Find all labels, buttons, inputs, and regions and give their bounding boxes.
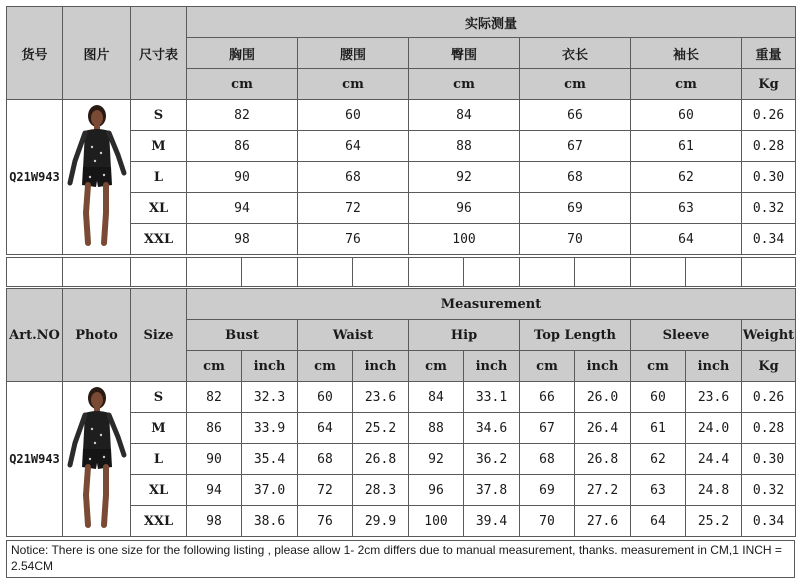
sleeve-cm: 62 xyxy=(631,444,686,475)
hip-cm: 96 xyxy=(409,193,520,224)
header-size-chart: 尺寸表 xyxy=(131,7,187,100)
bust-cm: 86 xyxy=(187,131,298,162)
bust-inch: 33.9 xyxy=(242,413,298,444)
unit-sleeve-inch: inch xyxy=(686,351,742,382)
weight-kg: 0.28 xyxy=(742,131,796,162)
waist-cm: 60 xyxy=(298,100,409,131)
weight-kg: 0.32 xyxy=(742,475,796,506)
hip-cm: 100 xyxy=(409,506,464,537)
hip-cm: 96 xyxy=(409,475,464,506)
unit-hip: cm xyxy=(409,69,520,100)
header-waist: Waist xyxy=(298,320,409,351)
size-label: S xyxy=(131,382,187,413)
sleeve-cm: 61 xyxy=(631,131,742,162)
length-inch: 27.6 xyxy=(575,506,631,537)
header-sleeve: Sleeve xyxy=(631,320,742,351)
bust-cm: 94 xyxy=(187,193,298,224)
length-cm: 66 xyxy=(520,382,575,413)
header-measurement: Measurement xyxy=(187,289,796,320)
bust-cm: 82 xyxy=(187,382,242,413)
bust-inch: 38.6 xyxy=(242,506,298,537)
size-label: S xyxy=(131,100,187,131)
waist-inch: 23.6 xyxy=(353,382,409,413)
header-art-no: Art.NO xyxy=(7,289,63,382)
unit-bust-inch: inch xyxy=(242,351,298,382)
bust-cm: 86 xyxy=(187,413,242,444)
hip-cm: 88 xyxy=(409,131,520,162)
waist-cm: 64 xyxy=(298,131,409,162)
waist-inch: 25.2 xyxy=(353,413,409,444)
bust-cm: 90 xyxy=(187,162,298,193)
size-label: L xyxy=(131,444,187,475)
waist-cm: 68 xyxy=(298,444,353,475)
header-length: 衣长 xyxy=(520,38,631,69)
unit-waist-inch: inch xyxy=(353,351,409,382)
length-cm: 68 xyxy=(520,162,631,193)
size-label: XL xyxy=(131,475,187,506)
hip-cm: 84 xyxy=(409,382,464,413)
weight-kg: 0.28 xyxy=(742,413,796,444)
length-cm: 70 xyxy=(520,506,575,537)
header-photo: Photo xyxy=(63,289,131,382)
length-cm: 69 xyxy=(520,193,631,224)
sleeve-inch: 25.2 xyxy=(686,506,742,537)
size-label: XXL xyxy=(131,506,187,537)
weight-kg: 0.26 xyxy=(742,100,796,131)
header-photo: 图片 xyxy=(63,7,131,100)
waist-cm: 72 xyxy=(298,475,353,506)
bust-cm: 90 xyxy=(187,444,242,475)
sleeve-inch: 24.0 xyxy=(686,413,742,444)
waist-inch: 28.3 xyxy=(353,475,409,506)
size-label: L xyxy=(131,162,187,193)
header-hip: 臀围 xyxy=(409,38,520,69)
hip-inch: 33.1 xyxy=(464,382,520,413)
length-cm: 67 xyxy=(520,413,575,444)
hip-inch: 36.2 xyxy=(464,444,520,475)
unit-bust-cm: cm xyxy=(187,351,242,382)
waist-cm: 64 xyxy=(298,413,353,444)
bust-cm: 98 xyxy=(187,224,298,255)
table-row xyxy=(7,100,796,131)
weight-kg: 0.30 xyxy=(742,162,796,193)
size-table-cn xyxy=(6,6,796,255)
waist-cm: 72 xyxy=(298,193,409,224)
weight-kg: 0.34 xyxy=(742,224,796,255)
sleeve-cm: 60 xyxy=(631,382,686,413)
unit-hip-inch: inch xyxy=(464,351,520,382)
length-inch: 26.0 xyxy=(575,382,631,413)
item-code: Q21W943 xyxy=(7,382,63,537)
size-label: XXL xyxy=(131,224,187,255)
model-photo xyxy=(63,100,131,255)
weight-kg: 0.34 xyxy=(742,506,796,537)
size-label: M xyxy=(131,131,187,162)
size-label: XL xyxy=(131,193,187,224)
waist-cm: 60 xyxy=(298,382,353,413)
unit-sleeve-cm: cm xyxy=(631,351,686,382)
length-cm: 70 xyxy=(520,224,631,255)
spacer-grid xyxy=(6,257,796,287)
sleeve-cm: 64 xyxy=(631,506,686,537)
length-inch: 27.2 xyxy=(575,475,631,506)
length-cm: 67 xyxy=(520,131,631,162)
unit-length-cm: cm xyxy=(520,351,575,382)
unit-sleeve: cm xyxy=(631,69,742,100)
length-cm: 68 xyxy=(520,444,575,475)
sleeve-inch: 24.8 xyxy=(686,475,742,506)
bust-cm: 98 xyxy=(187,506,242,537)
size-table-en xyxy=(6,288,796,537)
hip-cm: 92 xyxy=(409,162,520,193)
sleeve-inch: 24.4 xyxy=(686,444,742,475)
hip-inch: 37.8 xyxy=(464,475,520,506)
hip-cm: 88 xyxy=(409,413,464,444)
unit-length-inch: inch xyxy=(575,351,631,382)
hip-cm: 92 xyxy=(409,444,464,475)
sleeve-cm: 63 xyxy=(631,475,686,506)
waist-inch: 26.8 xyxy=(353,444,409,475)
header-bust: 胸围 xyxy=(187,38,298,69)
header-hip: Hip xyxy=(409,320,520,351)
length-inch: 26.8 xyxy=(575,444,631,475)
length-cm: 69 xyxy=(520,475,575,506)
model-photo xyxy=(63,382,131,537)
weight-kg: 0.30 xyxy=(742,444,796,475)
unit-bust: cm xyxy=(187,69,298,100)
hip-cm: 84 xyxy=(409,100,520,131)
header-weight: Weight xyxy=(742,320,796,351)
sleeve-cm: 62 xyxy=(631,162,742,193)
header-top-length: Top Length xyxy=(520,320,631,351)
header-measured: 实际测量 xyxy=(187,7,796,38)
unit-weight-kg: Kg xyxy=(742,351,796,382)
header-waist: 腰围 xyxy=(298,38,409,69)
header-size: Size xyxy=(131,289,187,382)
length-inch: 26.4 xyxy=(575,413,631,444)
bust-cm: 94 xyxy=(187,475,242,506)
item-code: Q21W943 xyxy=(7,100,63,255)
header-bust: Bust xyxy=(187,320,298,351)
unit-hip-cm: cm xyxy=(409,351,464,382)
size-label: M xyxy=(131,413,187,444)
header-sleeve: 袖长 xyxy=(631,38,742,69)
unit-waist: cm xyxy=(298,69,409,100)
sleeve-inch: 23.6 xyxy=(686,382,742,413)
waist-inch: 29.9 xyxy=(353,506,409,537)
hip-inch: 34.6 xyxy=(464,413,520,444)
bust-inch: 35.4 xyxy=(242,444,298,475)
length-cm: 66 xyxy=(520,100,631,131)
sleeve-cm: 60 xyxy=(631,100,742,131)
sleeve-cm: 64 xyxy=(631,224,742,255)
unit-waist-cm: cm xyxy=(298,351,353,382)
sleeve-cm: 61 xyxy=(631,413,686,444)
unit-length: cm xyxy=(520,69,631,100)
bust-cm: 82 xyxy=(187,100,298,131)
weight-kg: 0.32 xyxy=(742,193,796,224)
waist-cm: 68 xyxy=(298,162,409,193)
weight-kg: 0.26 xyxy=(742,382,796,413)
model-photo-icon xyxy=(64,103,130,251)
hip-inch: 39.4 xyxy=(464,506,520,537)
header-item-no: 货号 xyxy=(7,7,63,100)
waist-cm: 76 xyxy=(298,506,353,537)
bust-inch: 37.0 xyxy=(242,475,298,506)
table-row xyxy=(7,382,796,413)
model-photo-icon xyxy=(64,385,130,533)
header-weight: 重量 xyxy=(742,38,796,69)
hip-cm: 100 xyxy=(409,224,520,255)
unit-weight: Kg xyxy=(742,69,796,100)
bust-inch: 32.3 xyxy=(242,382,298,413)
waist-cm: 76 xyxy=(298,224,409,255)
sleeve-cm: 63 xyxy=(631,193,742,224)
notice-text: Notice: There is one size for the following listing , please allow 1- 2cm differs due to manual measurement, thanks. measurement in CM,1 INCH = 2.54CM xyxy=(6,540,795,578)
